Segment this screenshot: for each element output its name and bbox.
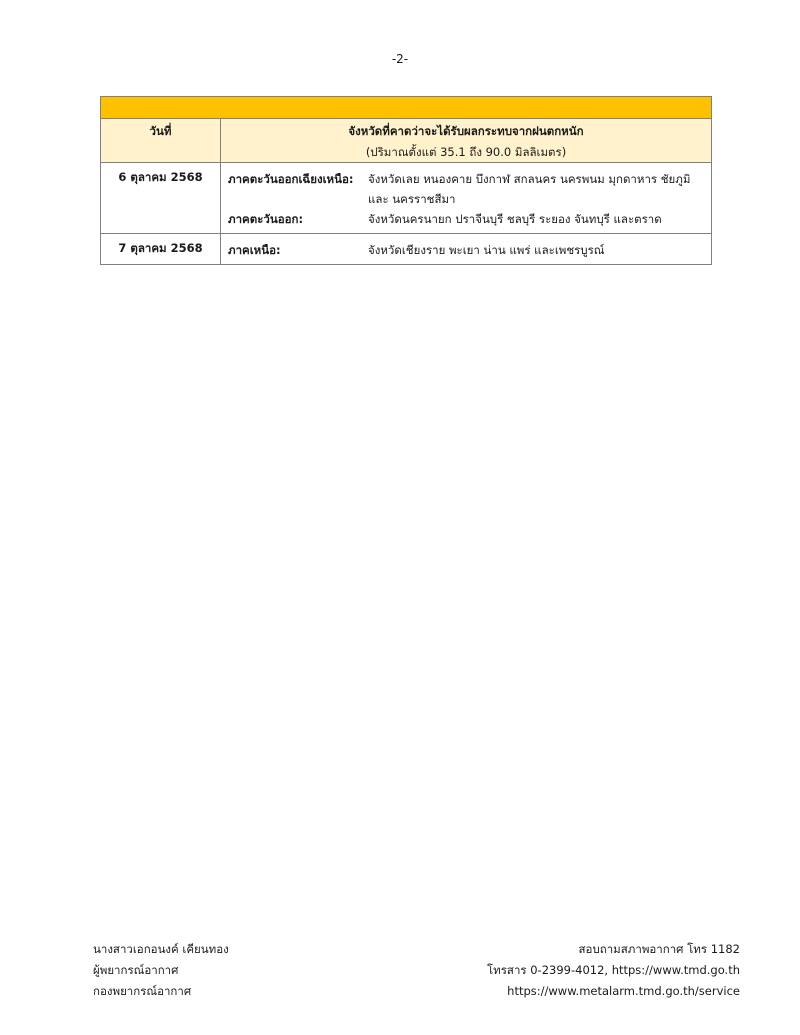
footer-contact-info [487,939,740,1002]
contact-phone: สอบถามสภาพอากาศ โทร 1182 [578,942,740,956]
forecaster-title: ผู้พยากรณ์อากาศ [93,963,179,977]
row-date: 7 ตุลาคม 2568 [101,234,221,265]
header-affected-provinces [221,119,712,163]
table-banner [101,97,712,119]
forecaster-name: นางสาวเอกอนงค์ เคียนทอง [93,942,229,956]
header-title: จังหวัดที่คาดว่าจะได้รับผลกระทบจากฝนตกหนัก [348,124,584,138]
contact-fax-website: โทรสาร 0-2399-4012, https://www.tmd.go.th [487,963,740,977]
region-name: ภาคตะวันออก: [228,212,304,226]
header-date: วันที่ [101,119,221,163]
table-row [101,234,712,265]
region-name: ภาคเหนือ: [228,243,281,257]
table-row [101,163,712,234]
heavy-rain-forecast-table [100,96,712,265]
footer-forecaster-info [93,939,229,1002]
region-provinces: จังหวัดเลย หนองคาย บึงกาฬ สกลนคร นครพนม มุกดาหาร ชัยภูมิ และ นครราชสีมา [368,172,691,206]
region-line [228,169,705,209]
region-provinces: จังหวัดนครนายก ปราจีนบุรี ชลบุรี ระยอง จันทบุรี และตราด [368,212,662,226]
region-provinces: จังหวัดเชียงราย พะเยา น่าน แพร่ และเพชรบูรณ์ [368,243,605,257]
region-line [228,240,705,260]
region-name: ภาคตะวันออกเฉียงเหนือ: [228,172,354,186]
table-header-row [101,119,712,163]
contact-service-url: https://www.metalarm.tmd.go.th/service [507,984,740,998]
row-regions [221,234,712,265]
header-subtitle: (ปริมาณตั้งแต่ 35.1 ถึง 90.0 มิลลิเมตร) [365,145,567,159]
region-line [228,209,705,229]
forecaster-division: กองพยากรณ์อากาศ [93,984,192,998]
row-date: 6 ตุลาคม 2568 [101,163,221,234]
table-banner-row [101,97,712,119]
page-number: -2- [391,52,409,66]
row-regions [221,163,712,234]
